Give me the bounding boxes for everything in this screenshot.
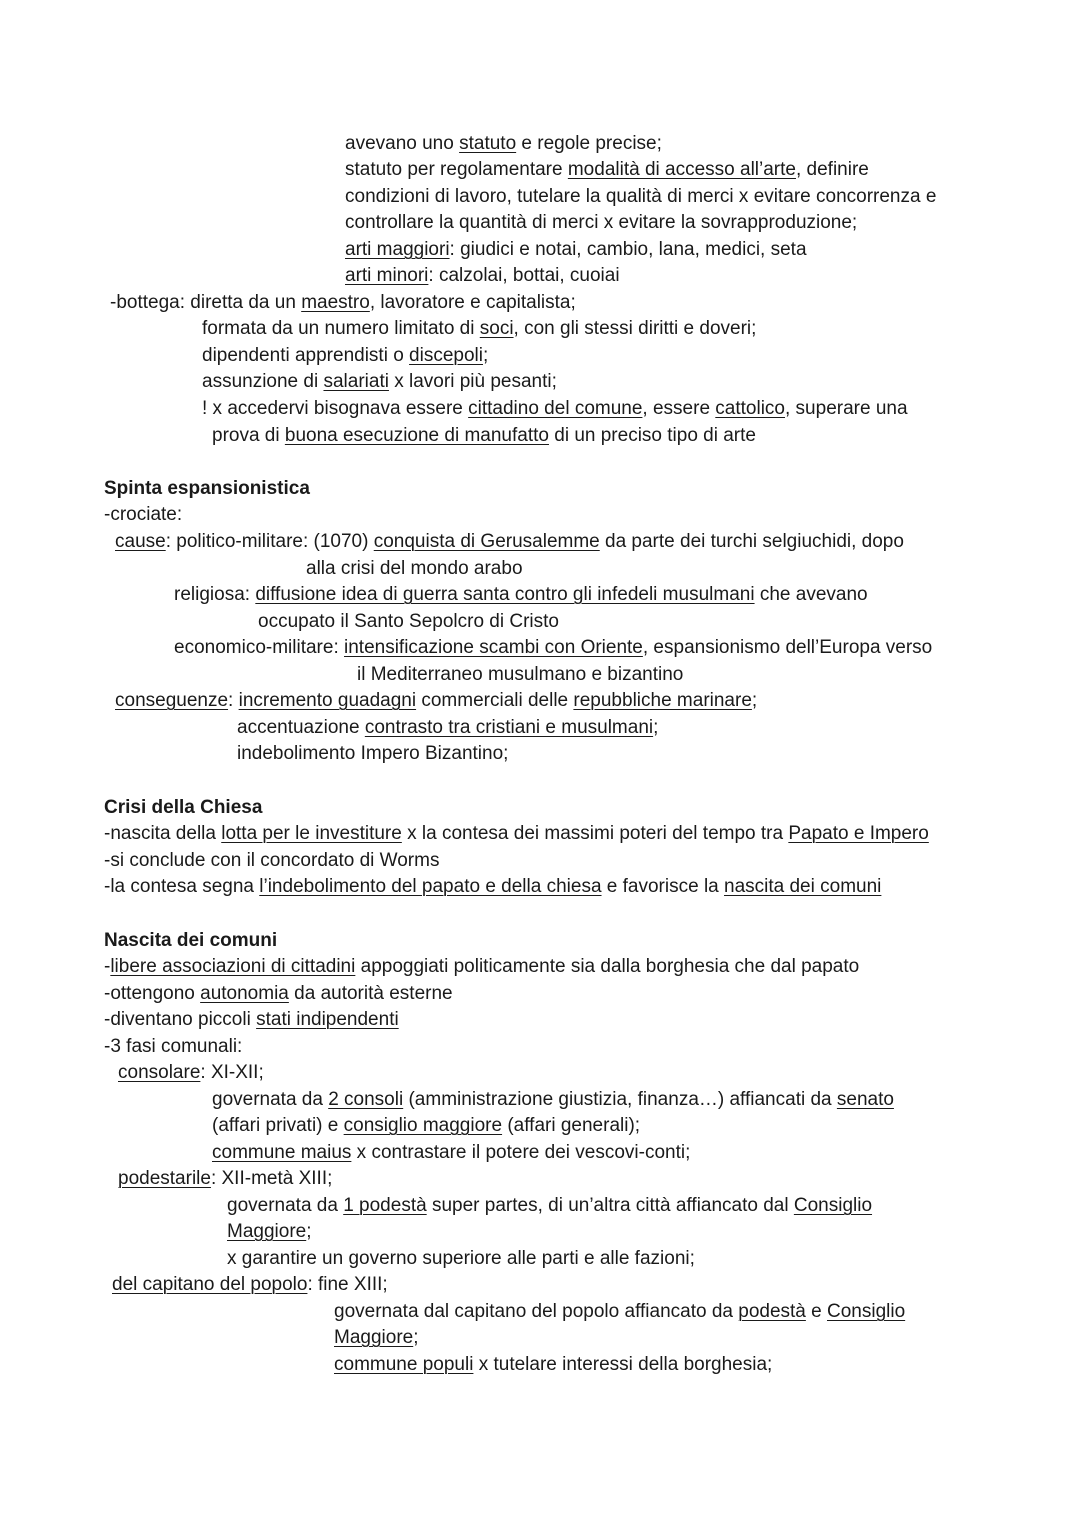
section-heading-comuni: Nascita dei comuni [104,930,278,951]
bottega-line: ! x accedervi bisognava essere cittadino del comune, essere cattolico, superare una [202,398,908,419]
bottega-line: formata da un numero limitato di soci, con gli stessi diritti e doveri; [202,318,757,339]
fase-line: governata da 2 consoli (amministrazione giustizia, finanza…) affiancati da senato [212,1089,894,1110]
fase-line: commune maius x contrastare il potere dei vescovi-conti; [212,1142,691,1163]
section-heading-spinta: Spinta espansionistica [104,478,310,499]
arti-line: avevano uno statuto e regole precise; [345,133,662,154]
arti-line: condizioni di lavoro, tutelare la qualità di merci x evitare concorrenza e [345,186,937,207]
fase-capitano: del capitano del popolo: fine XIII; [112,1274,388,1295]
comuni-line: -3 fasi comunali: [104,1036,243,1057]
fase-line: Maggiore; [334,1327,419,1348]
fase-line: Maggiore; [227,1221,312,1242]
conseguenze-line: conseguenze: incremento guadagni commerciali delle repubbliche marinare; [115,690,758,711]
cause-line: economico-militare: intensificazione scambi con Oriente, espansionismo dell’Europa verso [174,637,933,658]
cause-line: cause: politico-militare: (1070) conquista di Gerusalemme da parte dei turchi selgiuchidi, dopo [115,531,904,552]
fase-consolare: consolare: XI-XII; [118,1062,264,1083]
section-heading-crisi: Crisi della Chiesa [104,797,263,818]
crisi-line: -la contesa segna l’indebolimento del papato e della chiesa e favorisce la nascita dei comuni [104,876,882,897]
conseguenze-line: accentuazione contrasto tra cristiani e musulmani; [237,717,659,738]
cause-line: religiosa: diffusione idea di guerra santa contro gli infedeli musulmani che avevano [174,584,868,605]
arti-line: arti minori: calzolai, bottai, cuoiai [345,265,620,286]
arti-line: statuto per regolamentare modalità di accesso all’arte, definire [345,159,869,180]
fase-line: x garantire un governo superiore alle parti e alle fazioni; [227,1248,695,1269]
cause-line: alla crisi del mondo arabo [306,558,523,579]
fase-podestarile: podestarile: XII-metà XIII; [118,1168,333,1189]
comuni-line: -ottengono autonomia da autorità esterne [104,983,453,1004]
arti-line: controllare la quantità di merci x evitare la sovrapproduzione; [345,212,858,233]
bottega-line: dipendenti apprendisti o discepoli; [202,345,489,366]
crociate-label: -crociate: [104,504,183,525]
conseguenze-line: indebolimento Impero Bizantino; [237,743,509,764]
crisi-line: -si conclude con il concordato di Worms [104,850,440,871]
crisi-line: -nascita della lotta per le investiture x la contesa dei massimi poteri del tempo tra Papato e Impero [104,823,929,844]
bottega-line: -bottega: diretta da un maestro, lavoratore e capitalista; [110,292,576,313]
fase-line: governata dal capitano del popolo affiancato da podestà e Consiglio [334,1301,906,1322]
cause-line: il Mediterraneo musulmano e bizantino [357,664,684,685]
comuni-line: -diventano piccoli stati indipendenti [104,1009,399,1030]
fase-line: (affari privati) e consiglio maggiore (affari generali); [212,1115,641,1136]
arti-line: arti maggiori: giudici e notai, cambio, lana, medici, seta [345,239,807,260]
bottega-line: assunzione di salariati x lavori più pesanti; [202,371,557,392]
comuni-line: -libere associazioni di cittadini appoggiati politicamente sia dalla borghesia che dal papato [104,956,860,977]
cause-line: occupato il Santo Sepolcro di Cristo [258,611,559,632]
fase-line: governata da 1 podestà super partes, di un’altra città affiancato dal Consiglio [227,1195,873,1216]
bottega-line: prova di buona esecuzione di manufatto di un preciso tipo di arte [212,425,756,446]
fase-line: commune populi x tutelare interessi della borghesia; [334,1354,773,1375]
